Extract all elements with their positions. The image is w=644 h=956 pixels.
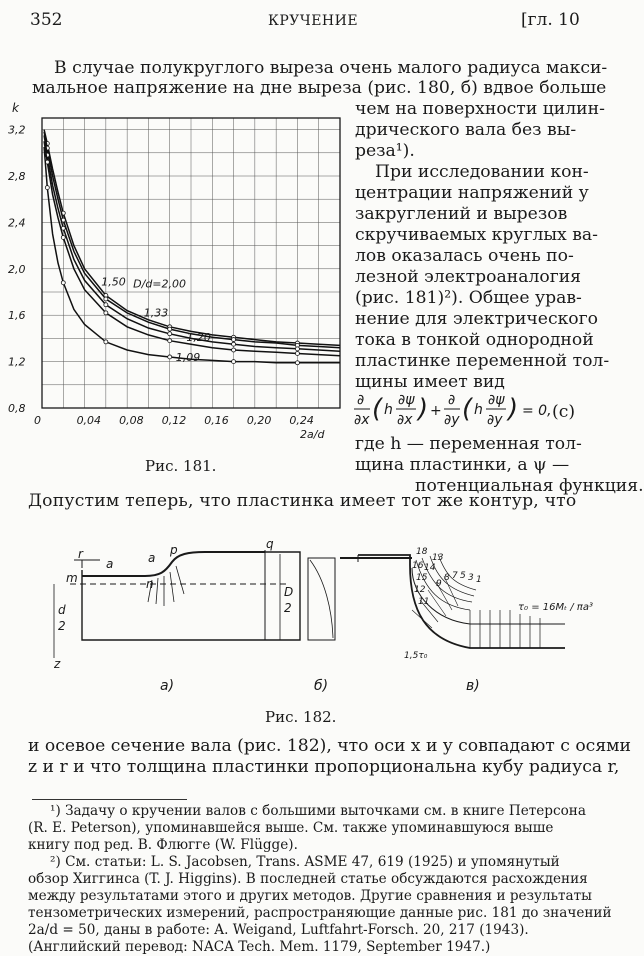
label-tau-scale: 1,5τ₀ [404, 651, 428, 661]
label-d-num: d [58, 603, 66, 617]
series-line [44, 135, 340, 351]
series-line [44, 130, 340, 346]
contour-num: 14 [424, 563, 436, 573]
data-point [232, 348, 236, 352]
figure-182-caption: Рис. 182. [265, 708, 337, 726]
y-tick-label: 3,2 [8, 123, 26, 137]
x-axis-label: 2a/d [300, 428, 325, 441]
data-point [295, 361, 299, 365]
x-tick-label: 0,04 [76, 414, 102, 427]
data-point [61, 235, 65, 239]
series-label: 1,50 [101, 275, 126, 289]
data-point [232, 338, 236, 342]
y-tick-label: 1,2 [8, 355, 26, 369]
footnote-line: (R. E. Peterson), упоминавшейся выше. См. также упоминавшуюся выше [28, 820, 554, 836]
series-label: 1,33 [143, 306, 169, 320]
svg-text:+: + [430, 403, 442, 419]
x-tick-label: 0,12 [161, 414, 187, 427]
closing-line-1: и осевое сечение вала (рис. 182), что оси x и y совпадают с осями [28, 736, 631, 756]
footnote-rule [32, 799, 187, 800]
contour-num: 12 [414, 585, 426, 595]
svg-text:): ) [508, 394, 519, 424]
right-line: закруглений и вырезов [355, 204, 568, 224]
x-tick-label: 0,08 [119, 414, 144, 427]
intro-line-2: мальное напряжение на дне выреза (рис. 180, б) вдвое больше [32, 78, 607, 98]
right-line: лов оказалась очень по- [355, 246, 574, 266]
series-label: 1,20 [186, 331, 211, 345]
figure-182 [40, 537, 593, 700]
after-eq-line: где h — переменная тол- [355, 434, 582, 454]
figure-181-caption: Рис. 181. [145, 457, 217, 475]
y-tick-label: 2,4 [8, 216, 26, 230]
data-point [104, 311, 108, 315]
series-label: 1,09 [175, 350, 201, 364]
label-a1: a [106, 557, 114, 571]
y-axis-label: k [12, 101, 19, 115]
right-line: лезной электроаналогия [355, 267, 582, 287]
data-point [232, 360, 236, 364]
svg-text:): ) [418, 394, 429, 424]
y-tick-label: 2,0 [8, 262, 26, 276]
intro-line-1: В случае полукруглого выреза очень малого радиуса макси- [54, 58, 608, 78]
data-point [168, 332, 172, 336]
footnote-line: обзор Хиггинса (T. J. Higgins). В последней статье обсуждаются расхождения [28, 871, 588, 887]
footnote-line: ¹) Задачу о кручении валов с большими выточками см. в книге Петерсона [50, 803, 586, 819]
contour-num: 16 [412, 561, 424, 571]
svg-text:∂x: ∂x [354, 412, 370, 428]
after-eq-line: потенциальная функция. [415, 476, 644, 496]
after-equation [355, 434, 644, 497]
label-tau: τ₀ = 16Mₜ / πa³ [518, 602, 593, 613]
label-r: r [78, 547, 83, 561]
label-a2: a [148, 551, 156, 565]
panel-label-b: б) [314, 678, 329, 694]
svg-text:h: h [474, 402, 483, 418]
panel-label-c: в) [466, 678, 480, 694]
contour-num: 7 [452, 571, 458, 581]
right-line: скручиваемых круглых ва- [355, 225, 598, 245]
right-line: щины имеет вид [355, 372, 505, 392]
equation-c [352, 388, 584, 434]
page-number: 352 [30, 10, 63, 30]
label-d-den: 2 [58, 619, 66, 633]
right-line: дрического вала без вы- [355, 120, 577, 140]
svg-text:∂y: ∂y [487, 412, 503, 428]
x-tick-label: 0,20 [246, 414, 272, 427]
series-label: D/d=2,00 [133, 277, 187, 291]
right-column [355, 99, 610, 393]
contour-num: 1 [476, 575, 482, 585]
data-point [168, 339, 172, 343]
contour-num: 3 [468, 573, 474, 583]
figure-181-chart [0, 100, 350, 460]
after-eq-line: щина пластинки, а ψ — [355, 455, 570, 475]
contour-num: 18 [416, 547, 428, 557]
right-line: тока в тонкой однородной [355, 330, 594, 350]
y-tick-label: 1,6 [8, 309, 26, 323]
contour-num: 9 [436, 579, 442, 589]
right-line: пластинке переменной тол- [355, 351, 610, 371]
svg-text:∂ψ: ∂ψ [398, 392, 415, 408]
data-point [232, 342, 236, 346]
footnote-line: книгу под ред. В. Флюгге (W. Flügge). [28, 837, 298, 853]
label-n: n [146, 577, 154, 591]
footnote-line: ²) См. статьи: L. S. Jacobsen, Trans. ASME 47, 619 (1925) и упомянутый [50, 854, 560, 870]
data-point [61, 281, 65, 285]
panel-label-a: а) [160, 678, 175, 694]
equation-label: (c) [552, 402, 576, 422]
contour-num: 8 [444, 573, 450, 583]
contour-num: 15 [416, 573, 428, 583]
svg-text:∂x: ∂x [397, 412, 413, 428]
right-line: чем на поверхности цилин- [355, 99, 605, 119]
footnote-line: 2a/d = 50, даны в работе: A. Weigand, Luftfahrt-Forsch. 20, 217 (1943). [28, 922, 529, 938]
closing-line-2: z и r и что толщина пластинки пропорциональна кубу радиуса r, [28, 757, 620, 777]
x-tick-label: 0,24 [289, 414, 314, 427]
svg-text:= 0,: = 0, [522, 403, 552, 419]
x-tick-label: 0,16 [204, 414, 229, 427]
right-line: реза¹). [355, 141, 415, 161]
data-point [295, 347, 299, 351]
svg-text:∂y: ∂y [444, 412, 460, 428]
data-point [104, 297, 108, 301]
svg-text:∂: ∂ [448, 392, 456, 408]
label-D-num: D [284, 585, 294, 599]
chapter-label: [гл. 10 [521, 10, 580, 30]
full-width-line: Допустим теперь, что пластинка имеет тот же контур, что [28, 491, 577, 511]
footnote-line: (Английский перевод: NACA Tech. Mem. 1179, September 1947.) [28, 939, 491, 955]
right-line: (рис. 181)²). Общее урав- [355, 288, 582, 308]
label-q: q [266, 537, 274, 551]
contour-num: 5 [460, 571, 466, 581]
label-D-den: 2 [284, 601, 292, 615]
data-point [104, 303, 108, 307]
series-line [44, 141, 340, 356]
svg-text:∂ψ: ∂ψ [488, 392, 505, 408]
data-point [168, 355, 172, 359]
data-point [168, 327, 172, 331]
label-m: m [66, 571, 78, 585]
label-z: z [54, 657, 61, 671]
data-point [104, 340, 108, 344]
data-point [45, 186, 49, 190]
footnote-line: тензометрических измерений, распространяющие данные рис. 181 до значений [28, 905, 612, 921]
data-point [295, 351, 299, 355]
svg-text:(: ( [372, 394, 383, 424]
svg-text:h: h [384, 402, 393, 418]
y-tick-label: 2,8 [8, 170, 26, 183]
footnotes [28, 803, 612, 956]
x-tick-label: 0 [34, 414, 41, 427]
right-line: При исследовании кон- [375, 162, 589, 182]
contour-num: 11 [418, 597, 430, 607]
running-title: КРУЧЕНИЕ [268, 13, 359, 29]
svg-text:(: ( [462, 394, 473, 424]
right-line: центрации напряжений у [355, 183, 589, 203]
label-p: p [170, 543, 178, 557]
svg-text:∂: ∂ [357, 392, 365, 408]
contour-num: 13 [432, 553, 444, 563]
footnote-line: между результатами этого и других методов. Другие сравнения и результаты [28, 888, 592, 904]
right-line: нение для электрического [355, 309, 599, 329]
y-tick-label: 0,8 [8, 402, 26, 415]
